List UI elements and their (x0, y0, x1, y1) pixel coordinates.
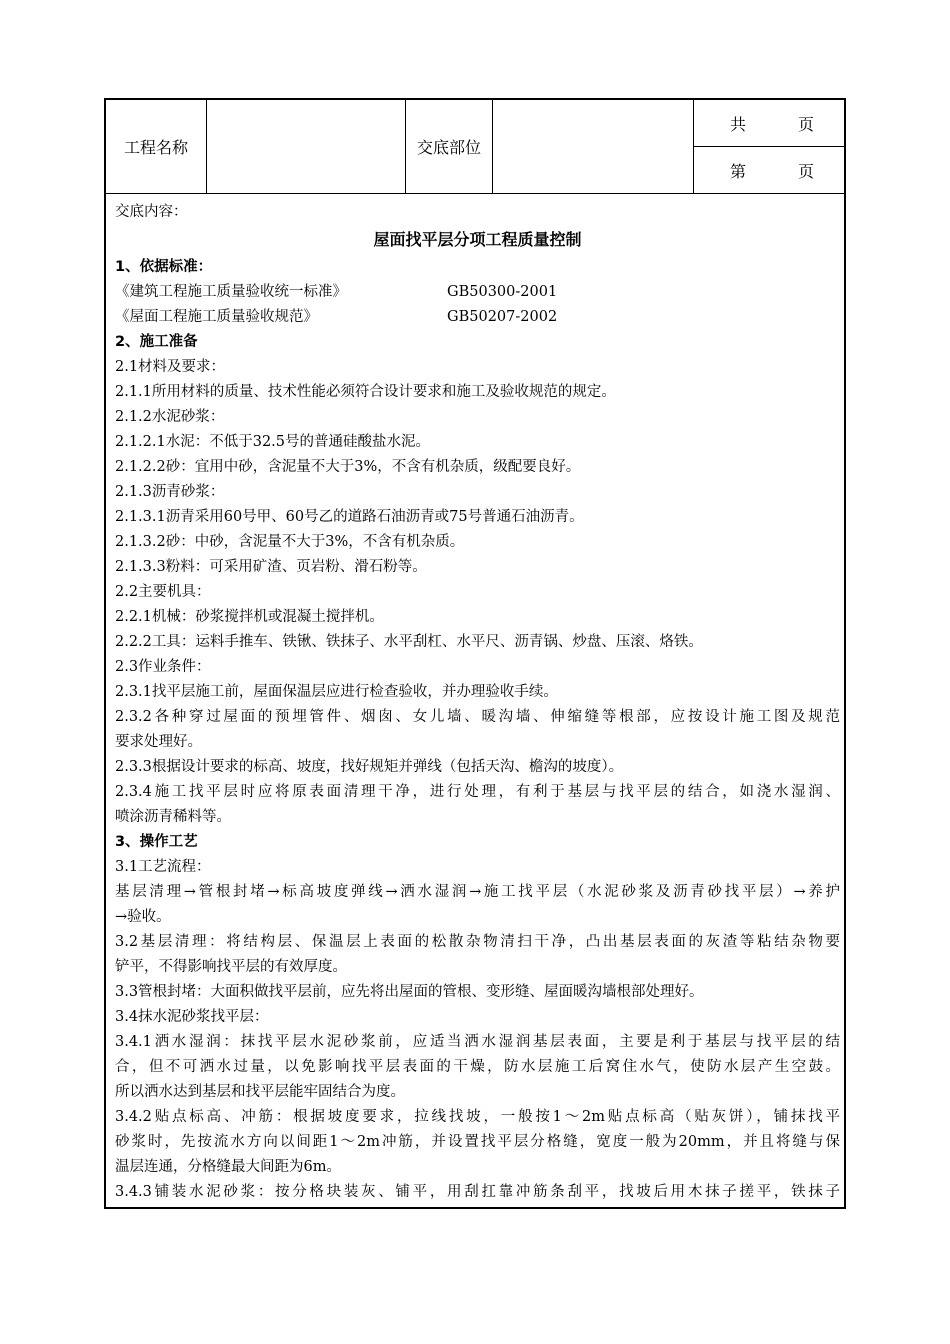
standard-name: 《建筑工程施工质量验收统一标准》 (115, 284, 347, 300)
text-line: 2.1.3.2砂：中砂，含泥量不大于3%，不含有机杂质。 (115, 534, 465, 550)
text-line: 2.3作业条件： (115, 659, 211, 675)
content-body (115, 200, 840, 1205)
text-line: 3.4抹水泥砂浆找平层： (115, 1009, 269, 1025)
text-line: 2.2.1机械：砂浆搅拌机或混凝土搅拌机。 (115, 609, 384, 625)
text-line: 2.1.2.2砂：宜用中砂，含泥量不大于3%，不含有机杂质，级配要良好。 (115, 459, 581, 475)
standard-name: 《屋面工程施工质量验收规范》 (115, 309, 318, 325)
text-line: 2.1.3.1沥青采用60号甲、60号乙的道路石油沥青或75号普通石油沥青。 (115, 509, 584, 525)
content-label: 交底内容： (115, 204, 188, 220)
text-line: 2.1.2水泥砂浆： (115, 409, 225, 425)
text-line: 合，但不可洒水过量，以免影响找平层表面的干燥，防水层施工后窝住水气，使防水层产生空鼓。 (115, 1059, 840, 1075)
text-line: 喷涂沥青稀料等。 (115, 809, 231, 825)
disclosure-sheet (104, 98, 846, 1209)
text-line: 温层连通，分格缝最大间距为6m。 (115, 1159, 341, 1175)
page-number-prefix: 第 (730, 161, 747, 181)
project-name-label: 工程名称 (123, 138, 188, 157)
text-line: 2.1.1所用材料的质量、技术性能必须符合设计要求和施工及验收规范的规定。 (115, 384, 616, 400)
text-line: 2.1.2.1水泥：不低于32.5号的普通硅酸盐水泥。 (115, 434, 431, 450)
standard-code: GB50207-2002 (447, 309, 558, 325)
section-heading: 2、施工准备 (115, 334, 198, 350)
page-number-cell (694, 147, 844, 193)
text-line: 所以洒水达到基层和找平层能牢固结合为度。 (115, 1084, 405, 1100)
text-line: 2.3.2各种穿过屋面的预埋管件、烟囱、女儿墙、暖沟墙、伸缩缝等根部，应按设计施工图及规范 (115, 709, 840, 725)
text-line: 2.3.3根据设计要求的标高、坡度，找好规矩并弹线（包括天沟、檐沟的坡度）。 (115, 759, 624, 775)
text-line: 砂浆时，先按流水方向以间距1～2m冲筋，并设置找平层分格缝，宽度一般为20mm，并且将缝与保 (115, 1134, 840, 1150)
text-line: 3.4.1洒水湿润：抹找平层水泥砂浆前，应适当洒水湿润基层表面，主要是利于基层与找平层的结 (115, 1034, 840, 1050)
text-line: 2.2主要机具： (115, 584, 211, 600)
text-line: 3.4.2贴点标高、冲筋：根据坡度要求，拉线找坡，一般按1～2m贴点标高（贴灰饼），铺抹找平 (115, 1109, 840, 1125)
header-table (106, 100, 844, 194)
standard-row (115, 280, 840, 305)
page-number-suffix: 页 (798, 161, 815, 181)
text-line: 要求处理好。 (115, 734, 202, 750)
total-pages-cell (694, 100, 844, 146)
section-heading: 1、依据标准： (115, 259, 213, 275)
text-line: 3.3管根封堵：大面积做找平层前，应先将出屋面的管根、变形缝、屋面暖沟墙根部处理好。 (115, 984, 704, 1000)
text-line: 基层清理→管根封堵→标高坡度弹线→洒水湿润→施工找平层（水泥砂浆及沥青砂找平层）→养护 (115, 884, 840, 900)
text-line: 3.4.3铺装水泥砂浆：按分格块装灰、铺平，用刮扛靠冲筋条刮平，找坡后用木抹子搓平，铁抹子 (115, 1184, 840, 1200)
text-line: 2.1.3沥青砂浆： (115, 484, 225, 500)
text-line: 3.2基层清理：将结构层、保温层上表面的松散杂物清扫干净，凸出基层表面的灰渣等粘结杂物要 (115, 934, 840, 950)
text-line: 3.1工艺流程： (115, 859, 211, 875)
disclosure-part-label: 交底部位 (416, 138, 481, 157)
text-line: 铲平，不得影响找平层的有效厚度。 (115, 959, 347, 975)
text-line: 2.1.3.3粉料：可采用矿渣、页岩粉、滑石粉等。 (115, 559, 427, 575)
standard-code: GB50300-2001 (447, 284, 558, 300)
text-line: 2.3.1找平层施工前，屋面保温层应进行检查验收，并办理验收手续。 (115, 684, 558, 700)
disclosure-part-value (493, 100, 693, 193)
project-name-value (207, 100, 405, 193)
text-line: 2.2.2工具：运料手推车、铁锹、铁抹子、水平刮杠、水平尺、沥青锅、炒盘、压滚、烙铁。 (115, 634, 703, 650)
text-line: 2.1材料及要求： (115, 359, 226, 375)
total-pages-prefix: 共 (730, 114, 747, 134)
document-title: 屋面找平层分项工程质量控制 (373, 230, 582, 249)
text-line: →验收。 (115, 909, 171, 925)
section-heading: 3、操作工艺 (115, 834, 198, 850)
total-pages-suffix: 页 (798, 114, 815, 134)
text-line: 2.3.4施工找平层时应将原表面清理干净，进行处理，有利于基层与找平层的结合，如浇水湿润、 (115, 784, 840, 800)
standard-row (115, 305, 840, 330)
